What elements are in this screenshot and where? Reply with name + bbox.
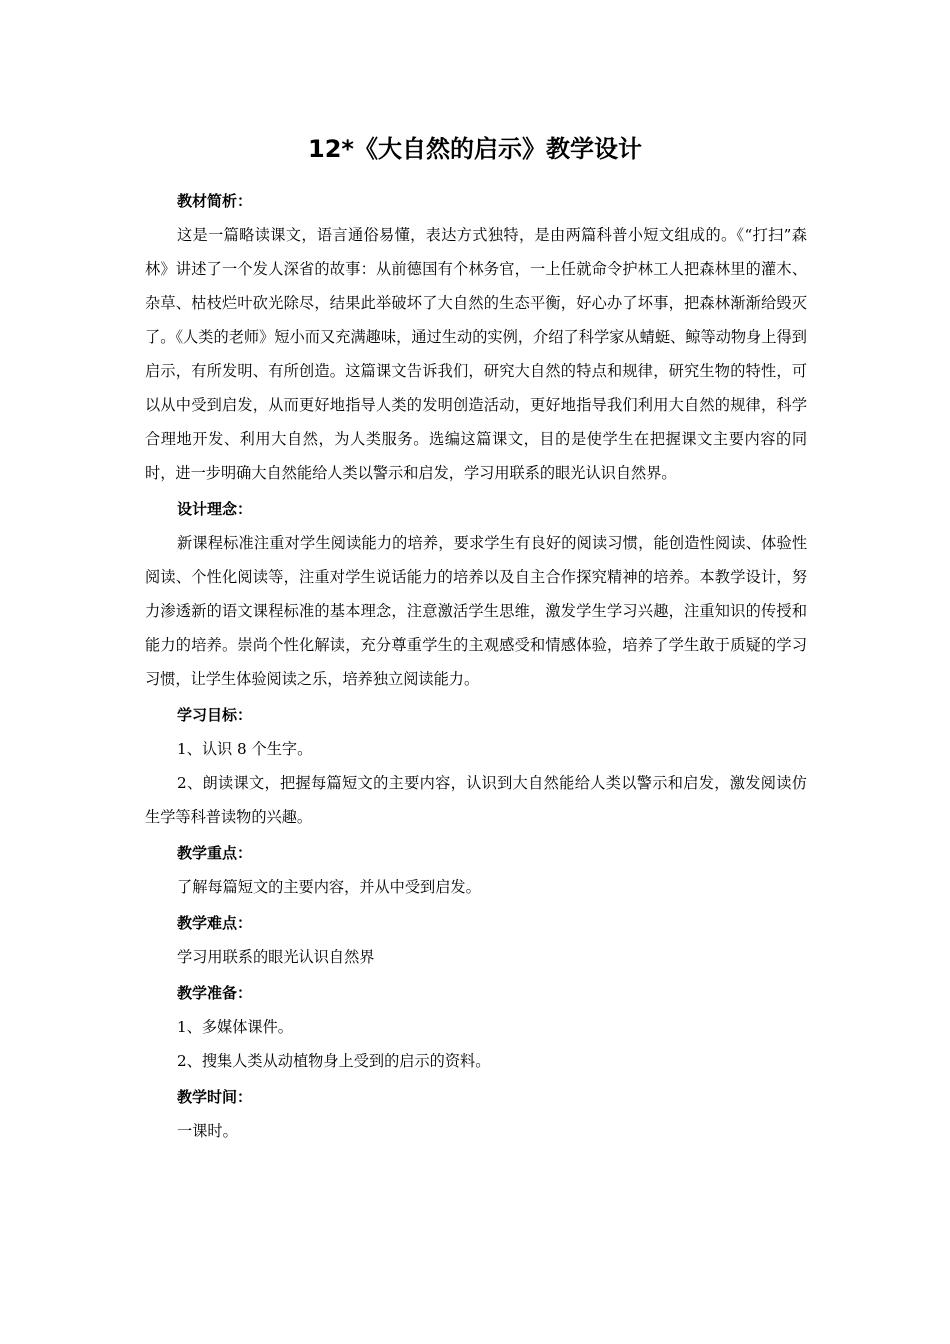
- section-heading-material: 教材简析：: [177, 192, 253, 210]
- preparation-item-1: 1、多媒体课件。: [177, 1018, 293, 1036]
- section-text-key-point: 了解每篇短文的主要内容，并从中受到启发。: [177, 878, 481, 896]
- section-heading-difficulty: 教学难点：: [177, 914, 253, 932]
- goal-item-1: 1、认识 8 个生字。: [177, 740, 313, 758]
- goal-item-2: 2、朗读课文，把握每篇短文的主要内容，认识到大自然能给人类以警示和启发，激发阅读仿生学等科普读物的兴趣。: [145, 774, 807, 826]
- section-paragraph-material: 这是一篇略读课文，语言通俗易懂，表达方式独特，是由两篇科普小短文组成的。《“打扫”森林》讲述了一个发人深省的故事：从前德国有个林务官，一上任就命令护林工人把森林里的灌木、杂草、枯枝烂叶砍光除尽，结果此举破坏了大自然的生态平衡，好心办了坏事，把森林渐渐给毁灭了。《人类的老师》短小而又充满趣味，通过生动的实例，介绍了科学家从蜻蜓、鲸等动物身上得到启示，有所发明、有所创造。这篇课文告诉我们，研究大自然的特点和规律，研究生物的特性，可以从中受到启发，从而更好地指导人类的发明创造活动，更好地指导我们利用大自然的规律，科学合理地开发、利用大自然，为人类服务。选编这篇课文，目的是使学生在把握课文主要内容的同时，进一步明确大自然能给人类以警示和启发，学习用联系的眼光认识自然界。: [145, 226, 807, 482]
- section-text-time: 一课时。: [177, 1122, 238, 1140]
- section-heading-time: 教学时间：: [177, 1088, 253, 1106]
- section-heading-concept: 设计理念：: [177, 500, 253, 518]
- section-paragraph-concept: 新课程标准注重对学生阅读能力的培养，要求学生有良好的阅读习惯，能创造性阅读、体验性阅读、个性化阅读等，注重对学生说话能力的培养以及自主合作探究精神的培养。本教学设计，努力渗透新的语文课程标准的基本理念，注意激活学生思维，激发学生学习兴趣，注重知识的传授和能力的培养。崇尚个性化解读，充分尊重学生的主观感受和情感体验，培养了学生敢于质疑的学习习惯，让学生体验阅读之乐，培养独立阅读能力。: [145, 534, 807, 688]
- section-heading-goals: 学习目标：: [177, 706, 253, 724]
- document-body: [145, 184, 807, 1148]
- section-heading-preparation: 教学准备：: [177, 984, 253, 1002]
- section-heading-key-point: 教学重点：: [177, 844, 253, 862]
- preparation-item-2: 2、搜集人类从动植物身上受到的启示的资料。: [177, 1052, 491, 1070]
- section-text-difficulty: 学习用联系的眼光认识自然界: [177, 948, 375, 966]
- document-title: 12*《大自然的启示》教学设计: [308, 135, 642, 163]
